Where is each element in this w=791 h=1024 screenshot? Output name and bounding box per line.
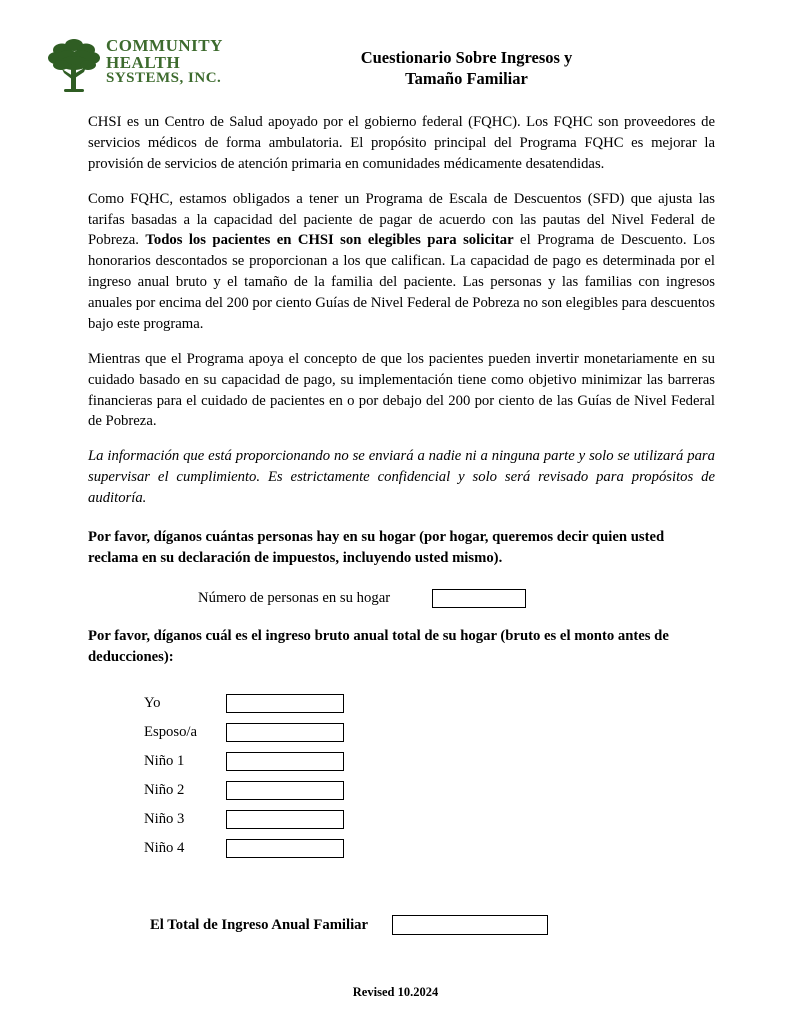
household-question-prompt: Por favor, díganos cuántas personas hay en su hogar (por hogar, queremos decir quien usted reclama en su declaración de impuestos, incluyendo usted mismo).: [88, 528, 665, 566]
income-input-child-2[interactable]: [226, 781, 344, 800]
household-count-input[interactable]: [432, 589, 526, 608]
logo-line-2: HEALTH: [106, 52, 181, 72]
list-item: [144, 718, 715, 747]
total-income-input[interactable]: [392, 915, 548, 935]
income-row-label-spouse: Esposo/a: [144, 724, 198, 741]
income-input-child-4[interactable]: [226, 839, 344, 858]
income-input-child-1[interactable]: [226, 752, 344, 771]
page-title-line-1: Cuestionario Sobre Ingresos y: [360, 48, 573, 67]
discount-program-paragraph: [88, 189, 715, 335]
income-row-label-child-1: Niño 1: [144, 753, 185, 770]
list-item: [144, 834, 715, 863]
program-goal-paragraph: Mientras que el Programa apoya el concepto de que los pacientes pueden invertir monetariamente en su cuidado basado en su capacidad de pago, su implementación tiene como objetivo minimizar las barreras financieras para el cuidado de pacientes en o por debajo del 200 por ciento de las Guías de Nivel Federal de Pobreza.: [88, 350, 715, 430]
income-row-label-child-2: Niño 2: [144, 782, 185, 799]
tree-icon: [48, 36, 100, 94]
confidentiality-paragraph: La información que está proporcionando no se enviará a nadie ni a ninguna parte y solo se utilizará para supervisar el cumplimiento. Es estrictamente confidencial y solo será revisado para propósitos de auditoría.: [88, 448, 715, 506]
total-income-row: [150, 915, 715, 935]
intro-paragraph: CHSI es un Centro de Salud apoyado por el gobierno federal (FQHC). Los FQHC son proveedores de servicios médicos de forma ambulatoria. El propósito principal del Programa FQHC es mejorar la provisión de servicios de atención primaria en comunidades médicamente desatendidas.: [88, 114, 715, 172]
total-income-label: El Total de Ingreso Anual Familiar: [150, 916, 369, 933]
list-item: [144, 689, 715, 718]
income-entry-list: [144, 689, 715, 863]
page-title: [278, 34, 715, 89]
income-question-prompt: Por favor, díganos cuál es el ingreso bruto anual total de su hogar (bruto es el monto antes de deducciones):: [88, 627, 669, 665]
organization-logo: [48, 34, 278, 94]
logo-wordmark: [106, 34, 223, 86]
income-input-child-3[interactable]: [226, 810, 344, 829]
page-title-line-2: Tamaño Familiar: [405, 68, 528, 88]
discount-paragraph-part-2: el Programa de Descuento. Los honorarios descontados se proporcionan a los que califican. La capacidad de pago es determinada por el ingreso anual bruto y el tamaño de la familia del paciente. Las personas y las familias con ingresos anuales por encima del 200 por ciento Guías de Nivel Federal de Pobreza no son elegibles para descuentos bajo este programa.: [88, 232, 715, 332]
list-item: [144, 747, 715, 776]
income-input-self[interactable]: [226, 694, 344, 713]
logo-line-1: COMMUNITY: [106, 36, 223, 55]
household-count-label: Número de personas en su hogar: [198, 589, 391, 606]
list-item: [144, 776, 715, 805]
income-row-label-self: Yo: [144, 695, 161, 712]
household-count-row: [88, 589, 715, 608]
document-header: [48, 34, 715, 94]
discount-paragraph-emphasis: Todos los pacientes en CHSI son elegibles para solicitar: [145, 232, 514, 249]
list-item: [144, 805, 715, 834]
income-row-label-child-4: Niño 4: [144, 840, 185, 857]
income-row-label-child-3: Niño 3: [144, 811, 185, 828]
income-input-spouse[interactable]: [226, 723, 344, 742]
logo-line-3: SYSTEMS, INC.: [106, 70, 222, 87]
footer-revision: Revised 10.2024: [352, 985, 439, 999]
discount-paragraph-part-1: Como FQHC, estamos obligados a tener un Programa de Escala de Descuentos (SFD) que ajusta las tarifas basadas a la capacidad del paciente de pagar de acuerdo con las pautas del Nivel Federal de Pobreza.: [88, 190, 715, 249]
